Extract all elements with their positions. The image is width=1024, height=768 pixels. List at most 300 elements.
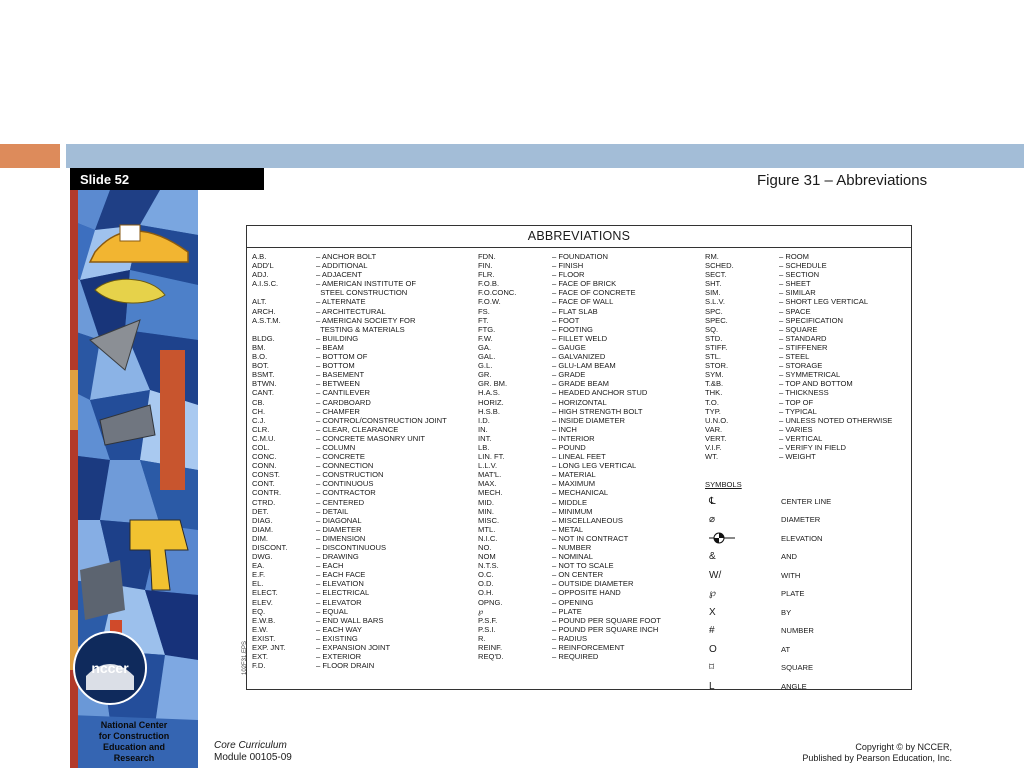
abbreviation-column-1 [252, 252, 447, 670]
abbreviation-row [478, 334, 661, 343]
abbreviation-row [252, 461, 447, 470]
abbreviation-code: FS. [478, 306, 490, 316]
org-name-line: Education and [102, 742, 165, 752]
abbreviation-code: ARCH. [252, 306, 276, 316]
abbreviation-row [252, 398, 447, 407]
symbol-row [705, 677, 831, 696]
abbreviation-row [705, 252, 892, 261]
abbreviation-code: EXIST. [252, 633, 276, 643]
abbreviation-meaning: – SECTION [779, 270, 820, 280]
abbreviation-code: MECH. [478, 488, 503, 498]
figure-code: 102F31.EPS [242, 640, 248, 675]
abbreviation-code: MAX. [478, 479, 497, 489]
abbreviation-meaning: – STIFFENER [779, 342, 828, 352]
abbreviation-meaning: – SHORT LEG VERTICAL [779, 297, 869, 307]
abbreviation-row [705, 352, 892, 361]
footer-copyright [802, 742, 952, 764]
abbreviation-code: L.L.V. [478, 461, 498, 471]
abbreviation-meaning: – ELECTRICAL [316, 588, 370, 598]
abbreviation-row [478, 307, 661, 316]
symbol-glyph: L [709, 680, 715, 692]
abbreviation-code: F.O.W. [478, 297, 501, 307]
abbreviation-code: TYP. [705, 406, 721, 416]
abbreviation-code: H.A.S. [478, 388, 500, 398]
abbreviation-meaning: – BOTTOM OF [316, 352, 368, 362]
abbreviation-meaning: – CENTERED [316, 497, 365, 507]
abbreviation-row [478, 470, 661, 479]
abbreviation-row [252, 552, 447, 561]
abbreviation-row [252, 543, 447, 552]
abbreviation-meaning: – CONTROL/CONSTRUCTION JOINT [316, 415, 447, 425]
abbreviation-meaning: – NOMINAL [552, 552, 593, 562]
abbreviation-row [705, 288, 892, 297]
abbreviation-row [252, 279, 447, 288]
abbreviation-row [705, 379, 892, 388]
abbreviation-code: EXP. JNT. [252, 643, 286, 653]
abbreviation-row [252, 252, 447, 261]
symbol-row [705, 492, 831, 511]
abbreviation-code: ELECT. [252, 588, 278, 598]
abbreviation-row [252, 261, 447, 270]
abbreviation-code: RM. [705, 252, 719, 261]
abbreviation-row [478, 416, 661, 425]
abbreviation-code: OPNG. [478, 597, 503, 607]
abbreviation-meaning: – TOP OF [779, 397, 814, 407]
symbol-meaning: AND [781, 552, 798, 562]
abbreviation-code: O.C. [478, 570, 494, 580]
abbreviation-code: CONST. [252, 470, 280, 480]
abbreviation-meaning: – FACE OF CONCRETE [552, 288, 636, 298]
abbreviation-code: CTRD. [252, 497, 276, 507]
abbreviation-code: CB. [252, 397, 265, 407]
symbol-meaning: WITH [781, 570, 801, 580]
abbreviation-row [705, 261, 892, 270]
abbreviation-meaning: – DIMENSION [316, 533, 366, 543]
abbreviation-meaning: – ALTERNATE [316, 297, 366, 307]
abbreviation-meaning: – GRADE [552, 370, 586, 380]
abbreviation-code: CONC. [252, 452, 277, 462]
abbreviation-meaning: TESTING & MATERIALS [316, 324, 405, 334]
abbreviation-meaning: – SQUARE [779, 324, 818, 334]
symbol-row [705, 511, 831, 530]
abbreviation-code: DIM. [252, 533, 269, 543]
abbreviation-row [252, 434, 447, 443]
abbreviation-meaning: – UNLESS NOTED OTHERWISE [779, 415, 893, 425]
symbol-glyph: ⌑ [709, 662, 715, 674]
abbreviation-code: FLR. [478, 270, 495, 280]
abbreviation-meaning: – CONCRETE [316, 452, 365, 462]
symbol-meaning: PLATE [781, 589, 805, 599]
symbol-row [705, 529, 831, 548]
abbreviation-row [252, 588, 447, 597]
abbreviation-row [478, 252, 661, 261]
abbreviation-meaning: – MIDDLE [552, 497, 588, 507]
abbreviation-code: DET. [252, 506, 269, 516]
abbreviation-code: O.D. [478, 579, 494, 589]
abbreviation-row [478, 507, 661, 516]
abbreviation-meaning: – INCH [552, 424, 577, 434]
abbreviation-code: GA. [478, 342, 492, 352]
abbreviation-row [252, 525, 447, 534]
abbreviation-row [252, 388, 447, 397]
abbreviation-row [478, 297, 661, 306]
abbreviation-meaning: – FINISH [552, 261, 584, 271]
course-name: Core Curriculum [214, 740, 287, 751]
symbol-glyph: X [709, 606, 716, 618]
abbreviation-meaning: – EACH FACE [316, 570, 366, 580]
abbreviation-meaning: – BASEMENT [316, 370, 365, 380]
abbreviation-meaning: – MAXIMUM [552, 479, 596, 489]
figure-title: Figure 31 – Abbreviations [757, 172, 928, 189]
abbreviation-code: ℘ [478, 606, 484, 616]
abbreviation-row [252, 616, 447, 625]
abbreviation-meaning: – VERTICAL [779, 433, 823, 443]
abbreviation-meaning: – CONSTRUCTION [316, 470, 384, 480]
abbreviation-code: WT. [705, 452, 719, 462]
abbreviation-code: GAL. [478, 352, 496, 362]
abbreviation-meaning: – STANDARD [779, 333, 827, 343]
abbreviation-meaning: – VERIFY IN FIELD [779, 442, 846, 452]
abbreviation-meaning: – CARDBOARD [316, 397, 371, 407]
abbreviation-meaning: – OPENING [552, 597, 594, 607]
abbreviation-code: GR. BM. [478, 379, 508, 389]
abbreviation-meaning: – POUND PER SQUARE FOOT [552, 615, 661, 625]
copyright-line: Copyright © by NCCER, [855, 742, 952, 752]
abbreviation-meaning: – STORAGE [779, 361, 823, 371]
abbreviation-code: THK. [705, 388, 723, 398]
abbreviation-row [478, 634, 661, 643]
abbreviation-row [705, 434, 892, 443]
abbreviation-meaning: – VARIES [779, 424, 813, 434]
abbreviation-row [478, 616, 661, 625]
abbreviation-meaning: – POUND PER SQUARE INCH [552, 624, 659, 634]
abbreviation-meaning: – BETWEEN [316, 379, 360, 389]
abbreviation-meaning: – CONNECTION [316, 461, 374, 471]
abbreviation-meaning: – DETAIL [316, 506, 349, 516]
abbreviation-meaning: – INSIDE DIAMETER [552, 415, 625, 425]
abbreviation-meaning: – MISCELLANEOUS [552, 515, 623, 525]
abbreviation-row [252, 561, 447, 570]
abbreviation-meaning: – FACE OF WALL [552, 297, 614, 307]
abbreviation-row [478, 488, 661, 497]
abbreviation-row [705, 416, 892, 425]
abbreviation-meaning: – MINIMUM [552, 506, 593, 516]
abbreviation-code: EA. [252, 561, 265, 571]
abbreviation-meaning: – REINFORCEMENT [552, 643, 625, 653]
abbreviation-meaning: – COLUMN [316, 442, 356, 452]
abbreviation-meaning: – INTERIOR [552, 433, 595, 443]
symbol-meaning: AT [781, 644, 791, 654]
abbreviation-meaning: – SIMILAR [779, 288, 816, 298]
abbreviation-row [478, 598, 661, 607]
abbreviation-row [478, 288, 661, 297]
abbreviation-meaning: – EXISTING [316, 633, 358, 643]
abbreviation-code: CLR. [252, 424, 270, 434]
abbreviation-row [252, 307, 447, 316]
abbreviation-code: V.I.F. [705, 442, 722, 452]
abbreviation-code: MISC. [478, 515, 500, 525]
symbol-meaning: CENTER LINE [781, 496, 832, 506]
abbreviation-meaning: – BUILDING [316, 333, 359, 343]
abbreviation-row [478, 607, 661, 616]
abbreviation-code: STOR. [705, 361, 729, 371]
abbreviation-code: STL. [705, 352, 722, 362]
abbreviation-meaning: – ON CENTER [552, 570, 604, 580]
abbreviation-code: BTWN. [252, 379, 277, 389]
abbreviation-code: H.S.B. [478, 406, 500, 416]
abbreviation-row [252, 297, 447, 306]
abbreviation-row [478, 552, 661, 561]
abbreviation-code: P.S.I. [478, 624, 496, 634]
abbreviation-row [478, 398, 661, 407]
abbreviation-code: C.M.U. [252, 433, 276, 443]
abbreviation-row [252, 361, 447, 370]
abbreviation-meaning: – NOT IN CONTRACT [552, 533, 629, 543]
abbreviation-row [705, 398, 892, 407]
abbreviation-code: DWG. [252, 552, 273, 562]
abbreviation-meaning: – DIAMETER [316, 524, 362, 534]
publisher-line: Published by Pearson Education, Inc. [802, 753, 952, 763]
abbreviation-row [478, 643, 661, 652]
abbreviation-row [478, 579, 661, 588]
abbreviation-code: LIN. FT. [478, 452, 505, 462]
abbreviation-row [478, 316, 661, 325]
abbreviation-code: E.W. [252, 624, 269, 634]
abbreviation-row [252, 579, 447, 588]
org-name-line: National Center [100, 720, 168, 730]
abbreviation-meaning: – ELEVATION [316, 579, 364, 589]
symbol-row [705, 622, 831, 641]
abbreviation-code: SIM. [705, 288, 721, 298]
abbreviation-row [252, 452, 447, 461]
abbreviation-code: F.D. [252, 661, 266, 671]
sidebar-mosaic-image [70, 190, 198, 768]
abbreviation-row [252, 416, 447, 425]
abbreviation-row [478, 361, 661, 370]
abbreviation-meaning: – SCHEDULE [779, 261, 827, 271]
abbreviation-meaning: – ELEVATOR [316, 597, 362, 607]
abbreviation-meaning: – GRADE BEAM [552, 379, 609, 389]
symbol-meaning: DIAMETER [781, 515, 821, 525]
abbreviation-meaning: – EQUAL [316, 606, 349, 616]
abbreviation-row [478, 261, 661, 270]
abbreviation-row [478, 498, 661, 507]
abbreviation-code: BM. [252, 342, 266, 352]
abbreviation-row [252, 370, 447, 379]
symbol-row [705, 548, 831, 567]
abbreviation-meaning: – GAUGE [552, 342, 586, 352]
abbreviation-row [478, 516, 661, 525]
abbreviation-row [705, 343, 892, 352]
abbreviation-code: A.I.S.C. [252, 279, 279, 289]
abbreviation-code: IN. [478, 424, 488, 434]
abbreviation-code: ALT. [252, 297, 267, 307]
abbreviation-code: SCHED. [705, 261, 734, 271]
abbreviation-meaning: – SPECIFICATION [779, 315, 843, 325]
abbreviation-row [478, 379, 661, 388]
symbol-glyph: ⌀ [709, 514, 716, 526]
abbreviation-meaning: – THICKNESS [779, 388, 829, 398]
abbreviation-row [478, 343, 661, 352]
abbreviation-meaning: – LONG LEG VERTICAL [552, 461, 637, 471]
abbreviation-row [478, 588, 661, 597]
abbreviation-code: A.S.T.M. [252, 315, 281, 325]
abbreviation-code: VAR. [705, 424, 723, 434]
abbreviation-row [478, 443, 661, 452]
abbreviation-meaning: – LINEAL FEET [552, 452, 606, 462]
abbreviation-code: NOM [478, 552, 496, 562]
abbreviation-meaning: – FOOT [552, 315, 580, 325]
abbreviation-row [705, 388, 892, 397]
abbreviation-row [252, 270, 447, 279]
abbreviation-row [478, 461, 661, 470]
symbol-glyph: O [709, 643, 717, 655]
abbreviation-code: E.F. [252, 570, 266, 580]
abbreviation-code: F.O.CONC. [478, 288, 517, 298]
abbreviation-code: CANT. [252, 388, 274, 398]
abbreviation-meaning: – CONCRETE MASONRY UNIT [316, 433, 426, 443]
symbol-meaning: SQUARE [781, 663, 814, 673]
abbreviation-row [478, 325, 661, 334]
abbreviation-row [478, 407, 661, 416]
abbreviation-row [705, 325, 892, 334]
header-accent-orange [0, 144, 60, 168]
abbreviation-row [252, 470, 447, 479]
abbreviation-row [705, 425, 892, 434]
abbreviation-row [252, 488, 447, 497]
abbreviation-meaning: – EACH WAY [316, 624, 362, 634]
symbol-meaning: NUMBER [781, 626, 814, 636]
abbreviation-code: CONN. [252, 461, 277, 471]
board-icon [160, 350, 185, 490]
abbreviation-row [252, 625, 447, 634]
abbreviation-meaning: – PLATE [552, 606, 582, 616]
abbreviation-code: MIN. [478, 506, 495, 516]
abbreviation-meaning: – CLEAR, CLEARANCE [316, 424, 399, 434]
abbreviation-row [705, 307, 892, 316]
abbreviation-meaning: – END WALL BARS [316, 615, 384, 625]
abbreviation-row [252, 507, 447, 516]
abbreviation-row [478, 561, 661, 570]
abbreviation-meaning: – SHEET [779, 279, 811, 289]
abbreviation-code: SHT. [705, 279, 722, 289]
abbreviation-code: G.L. [478, 361, 493, 371]
abbreviation-meaning: – METAL [552, 524, 584, 534]
symbol-row [705, 566, 831, 585]
header-accent-blue [66, 144, 1024, 168]
abbreviation-row [705, 316, 892, 325]
symbol-row [705, 659, 831, 678]
abbreviation-meaning: – HORIZONTAL [552, 397, 607, 407]
abbreviation-meaning: – STEEL [779, 352, 810, 362]
symbol-glyph: W/ [709, 569, 722, 581]
symbol-glyph: ℄ [709, 495, 716, 507]
abbreviation-meaning: – FOUNDATION [552, 252, 608, 261]
abbreviation-row [478, 452, 661, 461]
abbreviation-code: STD. [705, 333, 723, 343]
abbreviation-row [252, 316, 447, 325]
abbreviation-row [478, 625, 661, 634]
abbreviation-code: I.D. [478, 415, 490, 425]
nccer-logo-text: nccer [91, 660, 129, 676]
mosaic-artwork [70, 190, 198, 768]
abbreviation-meaning: – TYPICAL [779, 406, 817, 416]
abbreviation-row [478, 388, 661, 397]
abbreviations-panel [242, 225, 912, 692]
abbreviation-meaning: – GLU-LAM BEAM [552, 361, 616, 371]
abbreviation-meaning: – DISCONTINUOUS [316, 543, 387, 552]
abbreviation-code: A.B. [252, 252, 267, 261]
abbreviation-meaning: – FACE OF BRICK [552, 279, 617, 289]
abbreviation-code: BLDG. [252, 333, 275, 343]
abbreviation-code: ADD'L [252, 261, 274, 271]
abbreviation-meaning: – CANTILEVER [316, 388, 371, 398]
abbreviation-meaning: – AMERICAN INSTITUTE OF [316, 279, 416, 289]
abbreviation-row [478, 434, 661, 443]
abbreviation-row [478, 270, 661, 279]
symbol-row [705, 640, 831, 659]
abbreviation-meaning: – ARCHITECTURAL [316, 306, 386, 316]
org-name [70, 720, 198, 764]
symbols-title: SYMBOLS [705, 480, 742, 489]
abbreviation-meaning: – ADJACENT [316, 270, 362, 280]
panel-title: ABBREVIATIONS [247, 226, 911, 248]
abbreviation-code [252, 288, 316, 297]
abbreviation-row [252, 379, 447, 388]
symbol-glyph: ℘ [709, 588, 716, 600]
abbreviation-meaning: – EACH [316, 561, 344, 571]
abbreviation-code: FT. [478, 315, 489, 325]
abbreviation-code: NO. [478, 543, 492, 552]
abbreviation-meaning: – FLOOR DRAIN [316, 661, 375, 671]
abbreviation-code: LB. [478, 442, 490, 452]
symbol-meaning: BY [781, 607, 792, 617]
abbreviation-row [478, 543, 661, 552]
abbreviation-meaning: – BOTTOM [316, 361, 355, 371]
abbreviation-code: ELEV. [252, 597, 273, 607]
abbreviation-code: CH. [252, 406, 266, 416]
abbreviation-code: E.W.B. [252, 615, 276, 625]
abbreviation-code: EQ. [252, 606, 266, 616]
abbreviation-meaning: – AMERICAN SOCIETY FOR [316, 315, 416, 325]
symbol-meaning: ANGLE [781, 681, 807, 691]
abbreviation-meaning: STEEL CONSTRUCTION [316, 288, 408, 298]
abbreviation-code: P.S.F. [478, 615, 498, 625]
abbreviation-meaning: – CHAMFER [316, 406, 360, 416]
abbreviation-code: U.N.O. [705, 415, 729, 425]
abbreviation-row [252, 334, 447, 343]
abbreviation-column-3 [705, 252, 892, 461]
abbreviation-row [252, 634, 447, 643]
abbreviation-code: SECT. [705, 270, 727, 280]
abbreviation-code: MAT'L. [478, 470, 502, 480]
symbol-meaning: ELEVATION [781, 533, 823, 543]
abbreviation-row [252, 661, 447, 670]
abbreviation-meaning: – NUMBER [552, 543, 592, 552]
module-number: Module 00105-09 [214, 752, 292, 763]
abbreviation-code: R. [478, 633, 486, 643]
abbreviation-meaning: – OUTSIDE DIAMETER [552, 579, 634, 589]
abbreviation-row [252, 352, 447, 361]
abbreviation-meaning: – CONTRACTOR [316, 488, 376, 498]
symbol-row [705, 603, 831, 622]
abbreviation-code: C.J. [252, 415, 266, 425]
symbol-row [705, 585, 831, 604]
abbreviation-code: B.O. [252, 352, 268, 362]
abbreviation-meaning: – OPPOSITE HAND [552, 588, 621, 598]
abbreviation-row [478, 570, 661, 579]
abbreviation-meaning: – ROOM [779, 252, 809, 261]
